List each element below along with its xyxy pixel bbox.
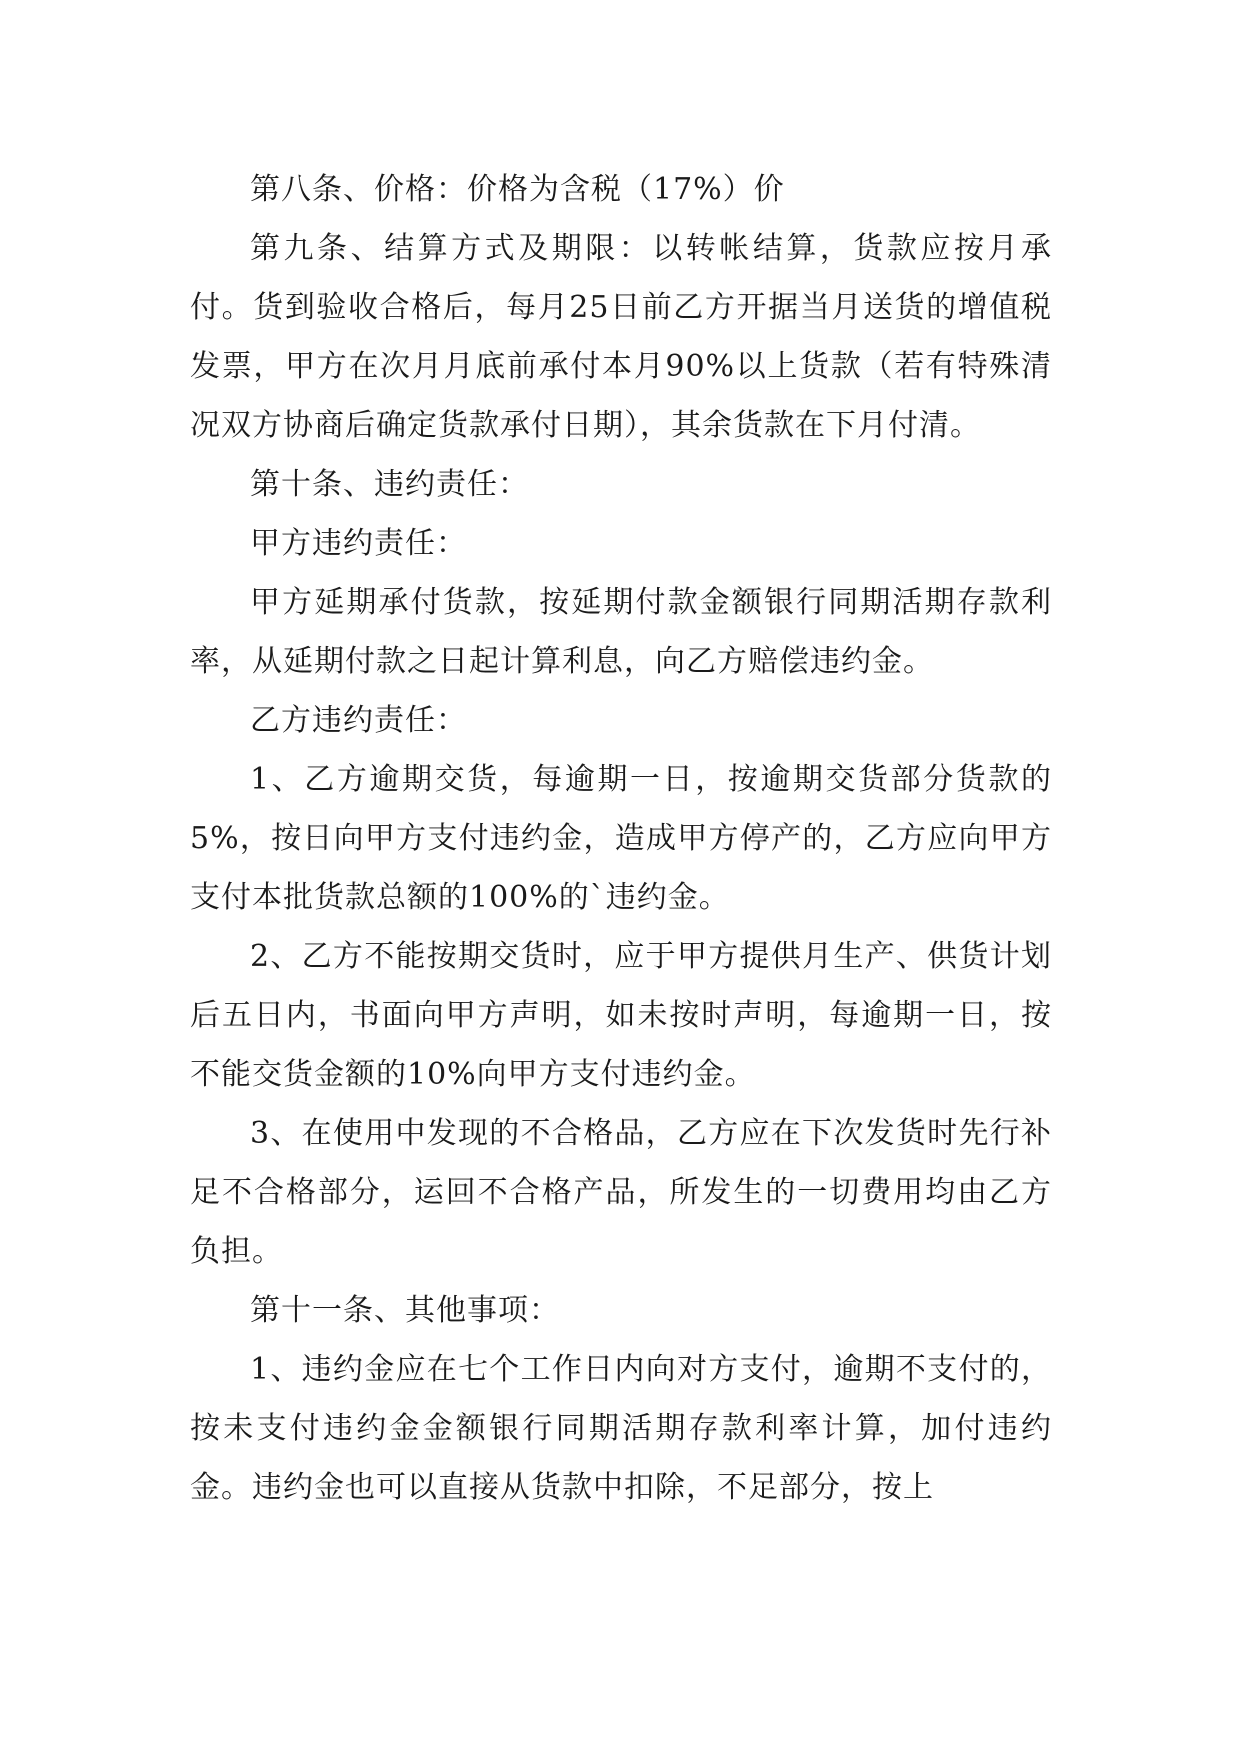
article-10-heading: 第十条、违约责任：	[250, 467, 529, 502]
article-8-price: 第八条、价格：价格为含税（17%）价	[250, 172, 785, 207]
party-b-clause-1: 1、乙方逾期交货，每逾期一日，按逾期交货部分货款的5%，按日向甲方支付违约金，造成甲方停产的，乙方应向甲方支付本批货款总额的100%的`违约金。	[190, 762, 1052, 915]
article-11-clause-1: 1、违约金应在七个工作日内向对方支付，逾期不支付的，按未支付违约金金额银行同期活期存款利率计算，加付违约金。违约金也可以直接从货款中扣除，不足部分，按上	[190, 1352, 1052, 1505]
party-a-liability-heading: 甲方违约责任：	[250, 526, 467, 561]
party-a-liability-text: 甲方延期承付货款，按延期付款金额银行同期活期存款利率，从延期付款之日起计算利息，向乙方赔偿违约金。	[190, 585, 1052, 679]
article-9-settlement: 第九条、结算方式及期限：以转帐结算，货款应按月承付。货到验收合格后，每月25日前乙方开据当月送货的增值税发票，甲方在次月月底前承付本月90%以上货款（若有特殊清况双方协商后确定货款承付日期），其余货款在下月付清。	[190, 231, 1052, 443]
document-body	[190, 160, 1052, 1517]
party-b-clause-2: 2、乙方不能按期交货时，应于甲方提供月生产、供货计划后五日内，书面向甲方声明，如未按时声明，每逾期一日，按不能交货金额的10%向甲方支付违约金。	[190, 939, 1052, 1092]
party-b-liability-heading: 乙方违约责任：	[250, 703, 467, 738]
article-11-heading: 第十一条、其他事项：	[250, 1293, 560, 1328]
party-b-clause-3: 3、在使用中发现的不合格品，乙方应在下次发货时先行补足不合格部分，运回不合格产品，所发生的一切费用均由乙方负担。	[190, 1116, 1052, 1269]
